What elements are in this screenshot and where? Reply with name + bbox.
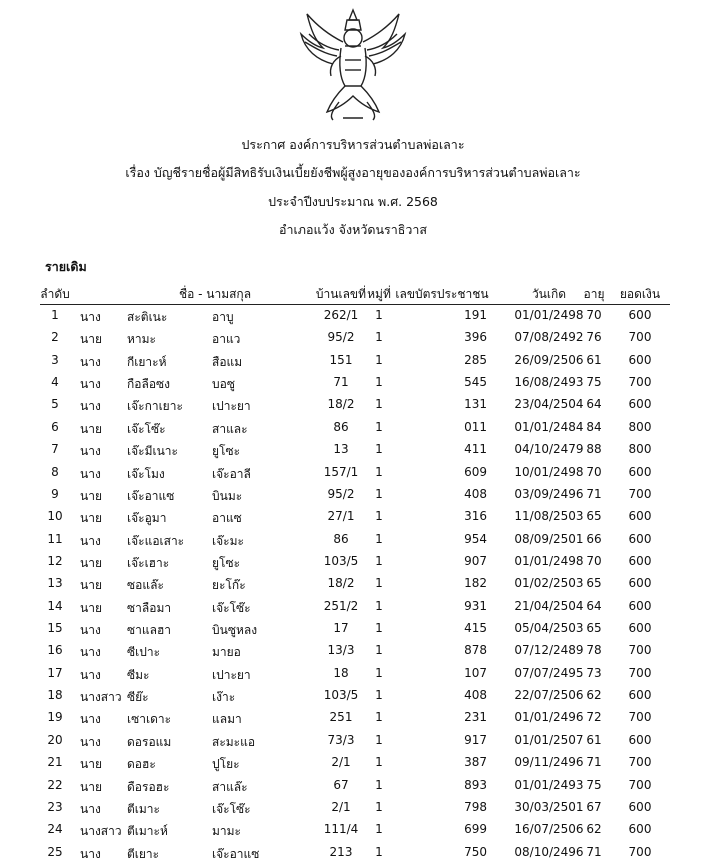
row-house-no: 13 [333,442,349,457]
row-dob: 01/01/2493 [514,777,584,792]
row-amount: 600 [628,397,652,412]
row-age: 65 [586,621,602,636]
row-age: 88 [586,442,602,457]
row-number: 8 [51,464,59,479]
row-dob: 01/01/2496 [514,710,584,725]
row-dob: 16/08/2493 [514,375,584,390]
row-age: 71 [586,755,602,770]
row-dob: 01/01/2484 [514,419,584,434]
row-moo: 1 [375,688,383,703]
row-id-no: 750 [464,844,487,859]
row-title: นาง [80,354,101,369]
row-age: 67 [586,799,602,814]
table-row [40,506,670,528]
row-last-name: เจ๊ะโซ๊ะ [212,600,251,615]
row-number: 24 [47,822,63,837]
row-house-no: 157/1 [323,464,359,479]
row-age: 64 [586,598,602,613]
row-first-name: ซาแลฮา [127,623,172,638]
table-row [40,685,670,707]
row-number: 15 [47,621,63,636]
row-amount: 700 [628,643,652,658]
row-title: นาง [80,466,101,481]
row-title: นาง [80,801,101,816]
row-age: 65 [586,509,602,524]
row-id-no: 893 [464,777,487,792]
row-number: 3 [51,352,59,367]
col-header-age: อายุ [583,287,605,301]
row-id-no: 917 [464,732,487,747]
row-number: 6 [51,419,59,434]
row-amount: 600 [628,464,652,479]
row-house-no: 18 [333,665,349,680]
row-id-no: 415 [464,621,487,636]
row-number: 10 [47,509,63,524]
row-dob: 22/07/2506 [514,688,584,703]
row-first-name: ดอรอแม [127,734,172,749]
row-number: 4 [51,375,59,390]
row-dob: 09/11/2496 [514,755,584,770]
row-age: 62 [586,822,602,837]
row-number: 22 [47,777,63,792]
row-last-name: บินซูหลง [212,623,258,638]
row-last-name: ยูโซะ [212,444,241,459]
row-moo: 1 [375,330,383,345]
row-title: นาย [80,511,102,526]
row-amount: 600 [628,352,652,367]
row-house-no: 213 [329,844,353,859]
row-number: 16 [47,643,63,658]
row-first-name: เจ๊ะเฮาะ [127,555,170,570]
row-age: 72 [586,710,602,725]
row-first-name: เจ๊ะอูมา [127,511,167,526]
row-number: 13 [47,576,63,591]
row-first-name: เจ๊ะมีเนาะ [127,444,178,459]
row-first-name: กีเยาะห์ [127,354,167,369]
row-last-name: อาบู [212,310,234,324]
row-last-name: มามะ [212,824,242,839]
row-number: 12 [47,553,63,568]
row-last-name: บินมะ [212,488,243,503]
row-id-no: 545 [464,375,487,390]
row-first-name: ดือรอฮะ [127,779,170,794]
table-row [40,417,670,439]
row-id-no: 408 [464,486,487,501]
row-title: นาง [80,533,101,548]
row-last-name: เปาะยา [212,399,251,414]
row-first-name: สะติเนะ [127,310,168,324]
row-dob: 04/10/2479 [514,442,584,457]
row-age: 66 [586,531,602,546]
row-first-name: ตีเมาะห์ [127,824,168,839]
row-last-name: ยูโซะ [212,555,241,570]
row-house-no: 86 [333,419,349,434]
row-id-no: 316 [464,509,487,524]
table-row [40,730,670,752]
col-header-no: ลำดับ [40,287,70,301]
row-number: 17 [47,665,63,680]
row-dob: 16/07/2506 [514,822,584,837]
row-house-no: 27/1 [327,509,355,524]
row-dob: 10/01/2498 [514,464,584,479]
row-age: 84 [586,419,602,434]
row-moo: 1 [375,576,383,591]
row-amount: 600 [628,576,652,591]
row-house-no: 251/2 [323,598,359,613]
row-title: นางสาว [80,824,122,839]
row-house-no: 103/5 [323,688,359,703]
row-amount: 600 [628,531,652,546]
row-title: นางสาว [80,690,122,705]
row-dob: 21/04/2504 [514,598,584,613]
row-house-no: 95/2 [327,486,355,501]
col-header-name: ชื่อ - นามสกุล [178,287,252,301]
row-number: 9 [51,486,59,501]
row-id-no: 182 [464,576,487,591]
row-title: นาย [80,578,102,593]
col-header-moo: หมู่ที่ [367,287,391,301]
table-row [40,618,670,640]
row-id-no: 798 [464,799,487,814]
row-house-no: 151 [329,352,353,367]
row-first-name: ซีย๊ะ [127,690,149,705]
row-moo: 1 [375,643,383,658]
row-title: นาย [80,555,102,570]
row-dob: 08/10/2496 [514,844,584,859]
row-id-no: 107 [464,665,487,680]
row-house-no: 262/1 [323,308,359,322]
row-dob: 01/01/2507 [514,732,584,747]
row-last-name: สาและ [212,421,248,436]
row-first-name: ดอฮะ [127,757,156,772]
row-id-no: 609 [464,464,487,479]
row-house-no: 251 [329,710,353,725]
table-row [40,305,670,327]
row-moo: 1 [375,710,383,725]
row-amount: 700 [628,755,652,770]
row-id-no: 408 [464,688,487,703]
row-number: 7 [51,442,59,457]
row-first-name: หามะ [127,332,157,347]
row-last-name: เง๊าะ [212,690,236,705]
table-row [40,350,670,372]
row-age: 64 [586,397,602,412]
row-dob: 07/07/2495 [514,665,584,680]
row-last-name: สะมะแอ [212,734,256,749]
row-first-name: เจ๊ะอาแซ [127,488,175,503]
row-amount: 600 [628,732,652,747]
row-title: นาย [80,421,102,436]
row-first-name: เซาเดาะ [127,712,172,727]
row-age: 70 [586,553,602,568]
row-dob: 01/01/2498 [514,308,584,322]
row-amount: 800 [628,442,652,457]
row-last-name: อาแซ [212,511,242,526]
table-row [40,819,670,841]
row-house-no: 18/2 [327,576,355,591]
row-number: 2 [51,330,59,345]
row-moo: 1 [375,442,383,457]
row-last-name: เจ๊ะอาแซ [212,846,260,861]
row-amount: 700 [628,375,652,390]
row-number: 18 [47,688,63,703]
row-age: 71 [586,844,602,859]
row-first-name: เจ๊ะโมง [127,466,165,481]
table-row [40,640,670,662]
table-row [40,842,670,864]
row-dob: 07/08/2492 [514,330,584,345]
row-title: นาย [80,488,102,503]
row-id-no: 878 [464,643,487,658]
announcement-subject: เรื่อง บัญชีรายชื่อผู้มีสิทธิรับเงินเบี้ยยังชีพผู้สูงอายุขององค์การบริหารส่วนตำบลพ่อเลาะ [125,165,581,180]
row-amount: 700 [628,777,652,792]
row-house-no: 67 [333,777,349,792]
row-id-no: 411 [464,442,487,457]
row-number: 11 [47,531,63,546]
row-title: นาง [80,623,101,638]
row-first-name: เจ๊ะกาเยาะ [127,399,183,414]
table-row [40,394,670,416]
row-amount: 600 [628,688,652,703]
table-row [40,529,670,551]
row-number: 21 [47,755,63,770]
table-row [40,707,670,729]
row-amount: 600 [628,621,652,636]
col-header-dob: วันเกิด [531,287,567,301]
row-moo: 1 [375,464,383,479]
row-age: 65 [586,576,602,591]
row-moo: 1 [375,777,383,792]
table-row [40,484,670,506]
row-title: นาง [80,399,101,414]
row-id-no: 231 [464,710,487,725]
table-body [40,305,670,864]
row-title: นาย [80,332,102,347]
row-amount: 600 [628,822,652,837]
row-first-name: เจ๊ะแอเสาะ [127,533,185,548]
row-first-name: กือลือซง [127,377,171,392]
row-title: นาง [80,734,101,749]
row-id-no: 011 [464,419,487,434]
row-age: 61 [586,732,602,747]
row-number: 14 [47,598,63,613]
row-amount: 600 [628,308,652,322]
row-number: 20 [47,732,63,747]
row-house-no: 2/1 [331,755,351,770]
row-moo: 1 [375,598,383,613]
row-house-no: 86 [333,531,349,546]
table-row [40,596,670,618]
row-id-no: 931 [464,598,487,613]
row-moo: 1 [375,308,383,322]
row-age: 76 [586,330,602,345]
row-amount: 600 [628,598,652,613]
row-amount: 600 [628,799,652,814]
row-age: 75 [586,777,602,792]
row-moo: 1 [375,822,383,837]
row-amount: 700 [628,330,652,345]
row-title: นาง [80,712,101,727]
row-moo: 1 [375,531,383,546]
row-last-name: สาแล๊ะ [212,779,248,794]
row-title: นาย [80,779,102,794]
row-last-name: มายอ [212,645,241,660]
row-number: 25 [47,844,63,859]
row-moo: 1 [375,375,383,390]
row-moo: 1 [375,665,383,680]
table-row [40,775,670,797]
row-title: นาง [80,667,101,682]
row-house-no: 103/5 [323,553,359,568]
row-moo: 1 [375,755,383,770]
table-row [40,551,670,573]
row-last-name: แลมา [212,712,242,727]
row-moo: 1 [375,419,383,434]
garuda-emblem-icon [293,6,413,124]
row-number: 23 [47,799,63,814]
row-house-no: 2/1 [331,799,351,814]
row-moo: 1 [375,844,383,859]
fiscal-year: ประจำปีงบประมาณ พ.ศ. 2568 [268,194,438,209]
row-id-no: 699 [464,822,487,837]
row-title: นาง [80,310,101,324]
row-last-name: สือแม [212,354,243,369]
row-house-no: 73/3 [327,732,355,747]
row-last-name: เจ๊ะโซ๊ะ [212,801,251,816]
row-age: 70 [586,308,602,322]
row-age: 61 [586,352,602,367]
row-number: 1 [51,308,59,322]
col-header-id-no: เลขบัตรประชาชน [395,287,489,301]
row-amount: 600 [628,509,652,524]
row-number: 5 [51,397,59,412]
row-age: 70 [586,464,602,479]
row-amount: 700 [628,665,652,680]
row-first-name: ซีมะ [127,667,150,682]
row-first-name: ตีเมาะ [127,801,160,816]
row-amount: 700 [628,844,652,859]
row-first-name: ซาลือมา [127,600,172,615]
row-house-no: 18/2 [327,397,355,412]
row-moo: 1 [375,799,383,814]
row-age: 75 [586,375,602,390]
row-dob: 05/04/2503 [514,621,584,636]
row-amount: 800 [628,419,652,434]
row-last-name: อาแว [212,332,241,347]
row-last-name: ปูโยะ [212,757,240,772]
row-id-no: 131 [464,397,487,412]
table-row [40,439,670,461]
recipients-table [40,282,670,864]
row-amount: 700 [628,710,652,725]
table-row [40,462,670,484]
row-title: นาง [80,846,101,861]
row-dob: 01/01/2498 [514,553,584,568]
table-row [40,372,670,394]
row-id-no: 387 [464,755,487,770]
row-title: นาง [80,645,101,660]
row-moo: 1 [375,732,383,747]
row-age: 78 [586,643,602,658]
row-last-name: เจ๊ะมะ [212,533,244,548]
row-house-no: 111/4 [323,822,359,837]
row-age: 71 [586,486,602,501]
row-moo: 1 [375,397,383,412]
row-last-name: เจ๊ะอาลี [212,466,251,481]
col-header-amount: ยอดเงิน [619,287,661,301]
row-moo: 1 [375,352,383,367]
col-header-house-no: บ้านเลขที่ [315,287,367,301]
row-age: 73 [586,665,602,680]
row-amount: 700 [628,486,652,501]
row-first-name: ซอแล๊ะ [127,578,164,593]
row-moo: 1 [375,486,383,501]
row-first-name: ซีเปาะ [127,645,161,660]
row-moo: 1 [375,509,383,524]
row-id-no: 396 [464,330,487,345]
table-header [40,282,670,305]
row-id-no: 954 [464,531,487,546]
row-house-no: 71 [333,375,349,390]
row-title: นาย [80,600,102,615]
row-dob: 01/02/2503 [514,576,584,591]
row-title: นาง [80,444,101,459]
row-house-no: 13/3 [327,643,355,658]
row-dob: 03/09/2496 [514,486,584,501]
row-first-name: ตีเยาะ [127,846,160,861]
table-row [40,573,670,595]
row-last-name: เปาะยา [212,667,251,682]
row-dob: 26/09/2506 [514,352,584,367]
row-dob: 23/04/2504 [514,397,584,412]
row-amount: 600 [628,553,652,568]
row-house-no: 17 [333,621,349,636]
row-id-no: 285 [464,352,487,367]
row-moo: 1 [375,621,383,636]
row-first-name: เจ๊ะโซ๊ะ [127,421,166,436]
row-dob: 11/08/2503 [514,509,584,524]
row-title: นาง [80,377,101,392]
table-row [40,752,670,774]
row-house-no: 95/2 [327,330,355,345]
row-dob: 08/09/2501 [514,531,584,546]
row-id-no: 907 [464,553,487,568]
row-title: นาย [80,757,102,772]
row-moo: 1 [375,553,383,568]
table-row [40,663,670,685]
row-number: 19 [47,710,63,725]
row-id-no: 191 [464,308,487,322]
row-dob: 07/12/2489 [514,643,584,658]
district-province: อำเภอแว้ง จังหวัดนราธิวาส [278,222,428,237]
announcement-title: ประกาศ องค์การบริหารส่วนตำบลพ่อเลาะ [241,137,465,152]
table-row [40,797,670,819]
row-dob: 30/03/2501 [514,799,584,814]
table-row [40,327,670,349]
row-age: 62 [586,688,602,703]
section-title: รายเดิม [45,259,87,274]
row-last-name: บอซู [212,377,235,392]
row-last-name: ยะโก๊ะ [212,578,246,593]
